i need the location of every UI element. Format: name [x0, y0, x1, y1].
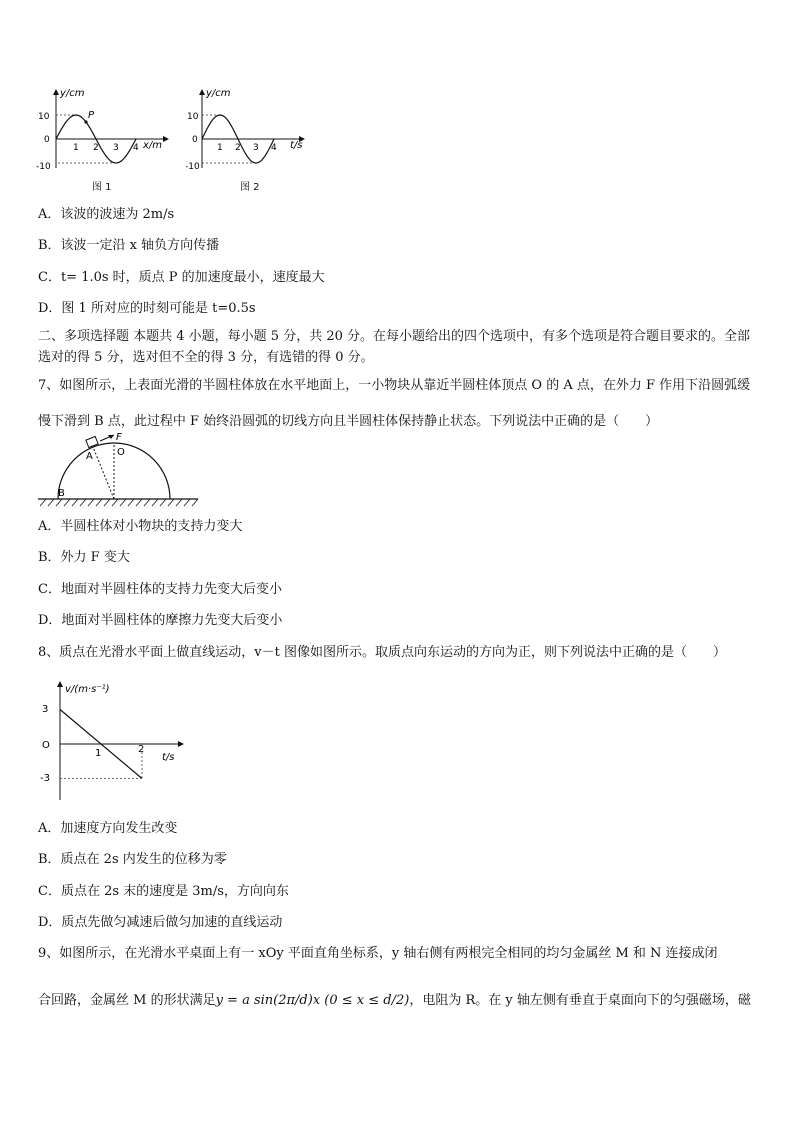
q9-line-2-pre: 合回路，金属丝 M 的形状满足 [38, 993, 216, 1008]
q7-option-b: B．外力 F 变大 [38, 550, 130, 565]
fig2-xtick-2: 2 [235, 143, 241, 153]
q8-stem: 8、质点在光滑水平面上做直线运动，v－t 图像如图所示。取质点向东运动的方向为正，则下列说法中正确的是（ ） [38, 645, 726, 660]
q6-option-a: A．该波的波速为 2m/s [38, 207, 175, 222]
q8-vt-graph [38, 676, 198, 806]
q7-label-f: F [116, 432, 122, 443]
q7-option-c: C．地面对半圆柱体的支持力先变大后变小 [38, 582, 282, 597]
q7-radius-to-a [93, 447, 114, 499]
q7-option-a: A．半圆柱体对小物块的支持力变大 [38, 519, 243, 534]
fig2-xtick-1: 1 [217, 143, 223, 153]
fig1-ytick-0: 0 [44, 135, 50, 145]
figure-2 [186, 84, 336, 194]
fig1-point-label: P [88, 110, 95, 122]
fig1-ytick-10: 10 [38, 112, 50, 122]
fig1-xlabel: x/m [143, 140, 163, 151]
q8-option-c: C．质点在 2s 末的速度是 3m/s，方向向东 [38, 884, 289, 899]
q8-option-b: B．质点在 2s 内发生的位移为零 [38, 852, 227, 867]
fig1-xtick-1: 1 [73, 143, 79, 153]
q7-ground-hatch [40, 499, 198, 506]
fig1-xtick-4: 4 [133, 143, 139, 153]
q8-ytick-neg3: -3 [40, 773, 50, 784]
q7-option-d: D．地面对半圆柱体的摩擦力先变大后变小 [38, 613, 283, 628]
q8-ylabel: v/(m·s⁻¹) [65, 684, 110, 695]
q9-line-2-post: ，电阻为 R。在 y 轴左侧有垂直于桌面向下的匀强磁场，磁 [409, 993, 751, 1008]
q6-option-d: D．图 1 所对应的时刻可能是 t=0.5s [38, 301, 256, 316]
fig2-ytick-0: 0 [192, 135, 198, 145]
q8-ytick-o: O [42, 740, 50, 751]
q8-xlabel: t/s [162, 752, 175, 763]
fig1-xtick-2: 2 [93, 143, 99, 153]
q8-xtick-2: 2 [138, 744, 145, 755]
fig2-ytick-10: 10 [187, 112, 199, 122]
figure-1-caption: 图 1 [92, 182, 112, 193]
figure-1 [30, 84, 180, 194]
fig1-ylabel: y/cm [60, 88, 85, 99]
q7-stem: 7、如图所示，上表面光滑的半圆柱体放在水平地面上，一小物块从靠近半圆柱体顶点 O 的 A 点，在外力 F 作用下沿圆弧缓慢下滑到 B 点，此过程中 F 始终沿圆弧的切线方向且半圆柱体保持静止状态。下列说法中正确的是（ ） [38, 378, 751, 429]
q6-option-c: C．t= 1.0s 时，质点 P 的加速度最小，速度最大 [38, 270, 325, 285]
figure-2-graph [186, 84, 336, 194]
fig1-ytick-neg10: -10 [36, 162, 51, 172]
fig2-xlabel: t/s [290, 140, 303, 151]
q8-option-d: D．质点先做匀减速后做匀加速的直线运动 [38, 915, 283, 930]
q9-line-1: 9、如图所示，在光滑水平桌面上有一 xOy 平面直角坐标系，y 轴右侧有两根完全相同的均匀金属丝 M 和 N 连接成闭 [38, 946, 718, 961]
figure-2-caption: 图 2 [240, 182, 260, 193]
q6-option-b: B．该波一定沿 x 轴负方向传播 [38, 238, 220, 253]
q8-xtick-1: 1 [95, 748, 102, 759]
fig2-ylabel: y/cm [206, 88, 231, 99]
q8-option-a: A．加速度方向发生改变 [38, 821, 178, 836]
section-2-heading: 二、多项选择题 本题共 4 小题，每小题 5 分，共 20 分。在每小题给出的四个选项中，有多个选项是符合题目要求的。全部选对的得 5 分，选对但不全的得 3 分，有选错的得 0 分。 [38, 329, 751, 365]
q9-formula: y = a sin(2π/d)x (0 ≤ x ≤ d/2) [215, 993, 410, 1008]
q7-semicylinder-graph [38, 432, 208, 512]
fig2-ytick-neg10: -10 [186, 162, 200, 172]
fig2-xtick-3: 3 [253, 143, 259, 153]
q8-ytick-3: 3 [42, 704, 49, 715]
q9-line-2 [38, 992, 751, 1010]
q7-label-b: B [58, 488, 65, 499]
q8-figure [38, 676, 198, 806]
q7-label-o: O [117, 447, 125, 458]
q7-label-a: A [86, 451, 93, 462]
fig2-xtick-4: 4 [271, 143, 277, 153]
fig1-xtick-3: 3 [113, 143, 119, 153]
q7-figure [38, 432, 208, 512]
